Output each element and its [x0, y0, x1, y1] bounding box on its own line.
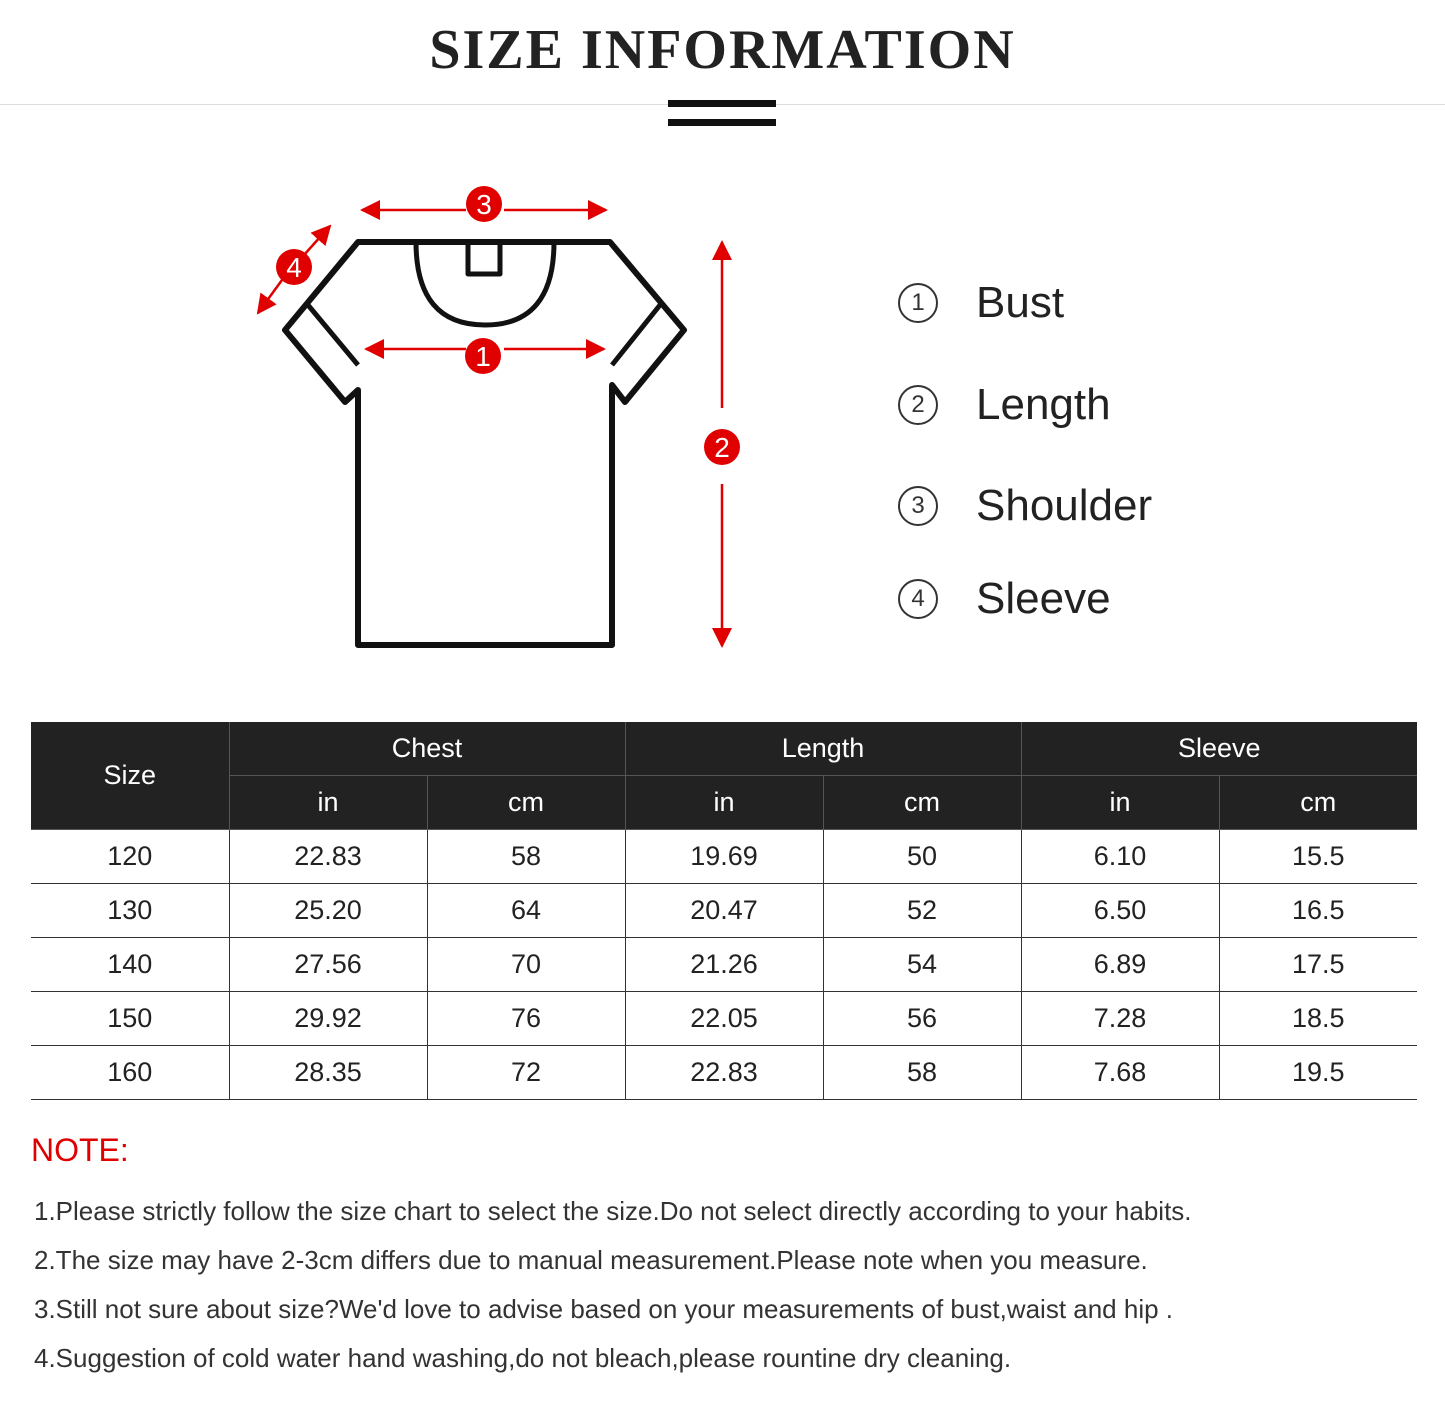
- title-bar-top: [668, 100, 776, 107]
- legend-number: 2: [898, 385, 938, 425]
- legend-number: 1: [898, 283, 938, 323]
- legend-number: 4: [898, 579, 938, 619]
- table-row: [31, 830, 1417, 884]
- legend-item-length: [898, 380, 1111, 430]
- table-cell: 22.83: [229, 830, 427, 884]
- marker-1: [465, 338, 501, 374]
- table-cell: 22.05: [625, 992, 823, 1046]
- group-header-chest: Chest: [229, 722, 625, 776]
- note-line: 3.Still not sure about size?We'd love to advise based on your measurements of bust,waist and hip .: [34, 1294, 1174, 1324]
- table-cell: 52: [823, 884, 1021, 938]
- legend-label: Sleeve: [976, 574, 1111, 623]
- table-cell: 25.20: [229, 884, 427, 938]
- tshirt-diagram: [240, 180, 760, 660]
- unit-header: cm: [823, 776, 1021, 830]
- marker-2: [704, 429, 740, 465]
- table-cell: 21.26: [625, 938, 823, 992]
- legend-label: Length: [976, 380, 1111, 429]
- table-cell: 54: [823, 938, 1021, 992]
- table-cell: 18.5: [1219, 992, 1417, 1046]
- marker-4: [276, 249, 312, 285]
- note-line: 4.Suggestion of cold water hand washing,do not bleach,please rountine dry cleaning.: [34, 1343, 1012, 1373]
- legend-item-shoulder: [898, 481, 1152, 531]
- table-cell: 140: [31, 938, 229, 992]
- unit-header: cm: [427, 776, 625, 830]
- table-cell: 16.5: [1219, 884, 1417, 938]
- table-row: [31, 992, 1417, 1046]
- table-cell: 76: [427, 992, 625, 1046]
- tshirt-outline: [285, 242, 684, 645]
- legend-item-bust: [898, 278, 1064, 328]
- note-line: 2.The size may have 2-3cm differs due to manual measurement.Please note when you measure.: [34, 1245, 1148, 1275]
- svg-text:1: 1: [475, 341, 491, 372]
- legend-label: Shoulder: [976, 481, 1153, 530]
- marker-3: [466, 186, 502, 222]
- svg-text:2: 2: [714, 432, 730, 463]
- note-line: 1.Please strictly follow the size chart to select the size.Do not select directly according to your habits.: [34, 1196, 1192, 1226]
- svg-text:4: 4: [286, 252, 302, 283]
- table-cell: 28.35: [229, 1046, 427, 1100]
- legend-number: 3: [898, 486, 938, 526]
- table-cell: 58: [823, 1046, 1021, 1100]
- svg-text:3: 3: [476, 189, 492, 220]
- table-cell: 17.5: [1219, 938, 1417, 992]
- table-cell: 19.5: [1219, 1046, 1417, 1100]
- table-row: [31, 884, 1417, 938]
- table-cell: 19.69: [625, 830, 823, 884]
- unit-header: in: [625, 776, 823, 830]
- table-cell: 7.68: [1021, 1046, 1219, 1100]
- group-header-sleeve: Sleeve: [1021, 722, 1417, 776]
- table-row: [31, 938, 1417, 992]
- legend-item-sleeve: [898, 574, 1111, 624]
- table-cell: 6.89: [1021, 938, 1219, 992]
- size-header: Size: [31, 722, 229, 830]
- table-cell: 64: [427, 884, 625, 938]
- table-cell: 50: [823, 830, 1021, 884]
- table-cell: 27.56: [229, 938, 427, 992]
- note-title: NOTE:: [31, 1132, 129, 1168]
- table-cell: 72: [427, 1046, 625, 1100]
- unit-header: in: [1021, 776, 1219, 830]
- size-table: [31, 722, 1417, 1100]
- page-title: SIZE INFORMATION: [429, 19, 1016, 81]
- table-cell: 70: [427, 938, 625, 992]
- legend-label: Bust: [976, 278, 1065, 327]
- unit-header: in: [229, 776, 427, 830]
- table-cell: 150: [31, 992, 229, 1046]
- sleeve-arrow: [304, 226, 330, 255]
- table-cell: 22.83: [625, 1046, 823, 1100]
- unit-header: cm: [1219, 776, 1417, 830]
- table-cell: 160: [31, 1046, 229, 1100]
- group-header-length: Length: [625, 722, 1021, 776]
- table-cell: 15.5: [1219, 830, 1417, 884]
- title-bar-bottom: [668, 119, 776, 126]
- table-cell: 130: [31, 884, 229, 938]
- table-cell: 6.10: [1021, 830, 1219, 884]
- table-cell: 120: [31, 830, 229, 884]
- table-row: [31, 1046, 1417, 1100]
- table-cell: 29.92: [229, 992, 427, 1046]
- table-cell: 20.47: [625, 884, 823, 938]
- table-cell: 58: [427, 830, 625, 884]
- table-cell: 7.28: [1021, 992, 1219, 1046]
- table-cell: 6.50: [1021, 884, 1219, 938]
- table-cell: 56: [823, 992, 1021, 1046]
